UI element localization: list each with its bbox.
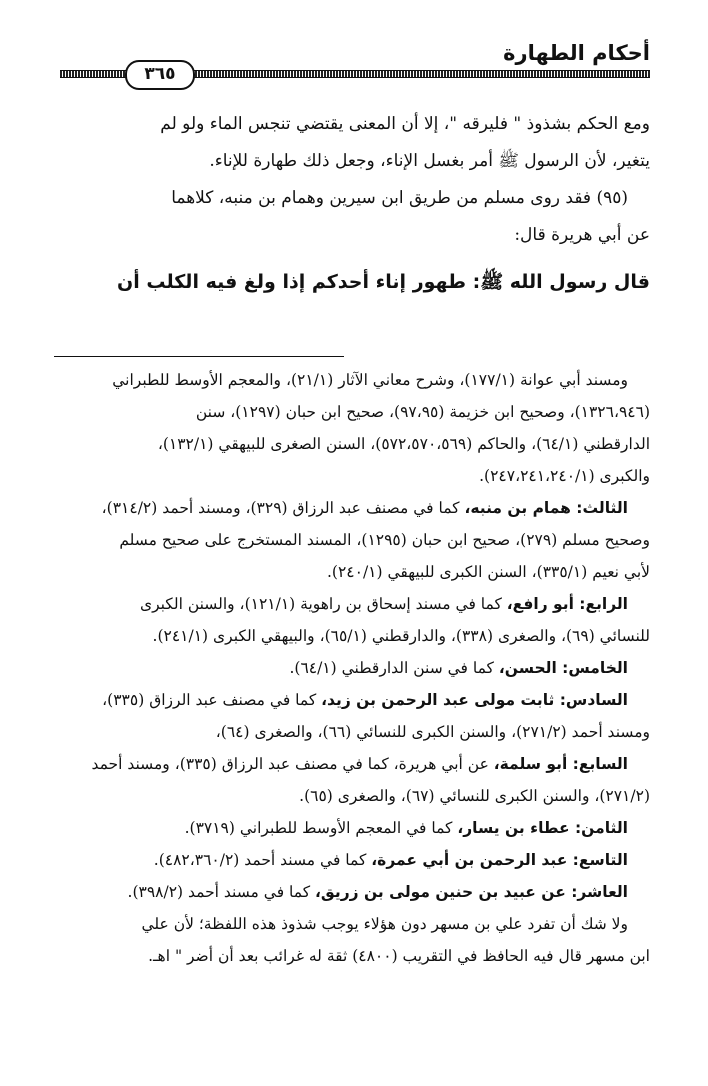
footnote-line [58, 460, 650, 492]
footnote-text: ومسند أحمد (٢٧١/٢)، والسنن الكبرى للنسائي (٦٦)، والصغرى (٦٤)، [215, 723, 650, 741]
page-number-badge: ٣٦٥ [125, 60, 195, 90]
footnote-label: الرابع: أبو رافع، [506, 595, 628, 613]
footnote-line [58, 620, 650, 652]
footnote-text: ومسند أبي عوانة (١٧٧/١)، وشرح معاني الآثار (٢١/١)، والمعجم الأوسط للطبراني [112, 371, 628, 389]
footnote-line [58, 396, 650, 428]
footnote-label: الخامس: الحسن، [498, 659, 628, 677]
footnote-line [58, 524, 650, 556]
footnote-line [58, 652, 650, 684]
main-line: (٩٥) فقد روى مسلم من طريق ابن سيرين وهمام بن منبه، كلاهما [171, 188, 628, 208]
footnote-line [58, 780, 650, 812]
footnote-separator [54, 356, 344, 357]
footnote-text: كما في المعجم الأوسط للطبراني (٣٧١٩). [184, 819, 458, 837]
footnote-text: عن أبي هريرة، كما في مصنف عبد الرزاق (٣٣٥)، ومسند أحمد [91, 755, 494, 773]
footnote-line [58, 364, 650, 396]
footnote-text: والكبرى (٢٤٧،٢٤١،٢٤٠/١). [479, 467, 650, 485]
footnote-text: الدارقطني (٦٤/١)، والحاكم (٥٧٢،٥٧٠،٥٦٩)، السنن الصغرى للبيهقي (١٣٢/١)، [157, 435, 650, 453]
footnote-label: السابع: أبو سلمة، [493, 755, 628, 773]
footnotes [58, 364, 650, 972]
footnote-line [58, 556, 650, 588]
footnote-line [58, 492, 650, 524]
footnote-text: كما في مصنف عبد الرزاق (٣٣٥)، [102, 691, 322, 709]
footnote-text: ولا شك أن تفرد علي بن مسهر دون هؤلاء يوجب شذوذ هذه اللفظة؛ لأن علي [141, 915, 628, 933]
footnote-text: كما في سنن الدارقطني (٦٤/١). [289, 659, 499, 677]
footnote-label: التاسع: عبد الرحمن بن أبي عمرة، [371, 851, 628, 869]
footnote-text: (١٣٢٦،٩٤٦)، وصحيح ابن خزيمة (٩٧،٩٥)، صحيح ابن حبان (١٢٩٧)، سنن [195, 403, 650, 421]
footnote-text: وصحيح مسلم (٢٧٩)، صحيح ابن حبان (١٢٩٥)، المسند المستخرج على صحيح مسلم [119, 531, 650, 549]
footnote-text: (٢٧١/٢)، والسنن الكبرى للنسائي (٦٧)، والصغرى (٦٥). [299, 787, 650, 805]
footnote-line [58, 588, 650, 620]
main-line: عن أبي هريرة قال: [514, 225, 650, 245]
footnote-text: كما في مصنف عبد الرزاق (٣٢٩)، ومسند أحمد (٣١٤/٢)، [101, 499, 465, 517]
footnote-text: كما في مسند إسحاق بن راهوية (١٢١/١)، والسنن الكبرى [139, 595, 507, 613]
footnote-line [58, 684, 650, 716]
footnote-label: الثالث: همام بن منبه، [464, 499, 628, 517]
footnote-line [58, 812, 650, 844]
footnote-text: كما في مسند أحمد (٣٩٨/٢). [127, 883, 316, 901]
main-line: يتغير، لأن الرسول ﷺ أمر بغسل الإناء، وجعل ذلك طهارة للإناء. [209, 151, 650, 171]
footnote-line [58, 428, 650, 460]
footnote-line [58, 876, 650, 908]
footnote-line [58, 716, 650, 748]
footnote-text: للنسائي (٦٩)، والصغرى (٣٣٨)، والدارقطني (٦٥/١)، والبيهقي الكبرى (٢٤١/١). [152, 627, 650, 645]
footnote-label: الثامن: عطاء بن يسار، [457, 819, 628, 837]
hadith-line: قال رسول الله ﷺ: طهور إناء أحدكم إذا ولغ فيه الكلب أن [117, 271, 650, 293]
main-line: ومع الحكم بشذوذ " فليرقه "، إلا أن المعنى يقتضي تنجس الماء ولو لم [160, 114, 650, 134]
footnote-text: لأبي نعيم (٣٣٥/١)، السنن الكبرى للبيهقي (٢٤٠/١). [326, 563, 650, 581]
running-header-title: أحكام الطهارة [503, 41, 650, 65]
main-text [60, 106, 650, 302]
footnote-line [58, 940, 650, 972]
footnote-label: العاشر: عن عبيد بن حنين مولى بن زريق، [315, 883, 628, 901]
footnote-line [58, 908, 650, 940]
footnote-text: ابن مسهر قال فيه الحافظ في التقريب (٤٨٠٠) ثقة له غرائب بعد أن أضر " اهـ. [148, 947, 650, 965]
footnote-line [58, 844, 650, 876]
footnote-line [58, 748, 650, 780]
footnote-text: كما في مسند أحمد (٤٨٢،٣٦٠/٢). [153, 851, 372, 869]
footnote-label: السادس: ثابت مولى عبد الرحمن بن زيد، [321, 691, 628, 709]
